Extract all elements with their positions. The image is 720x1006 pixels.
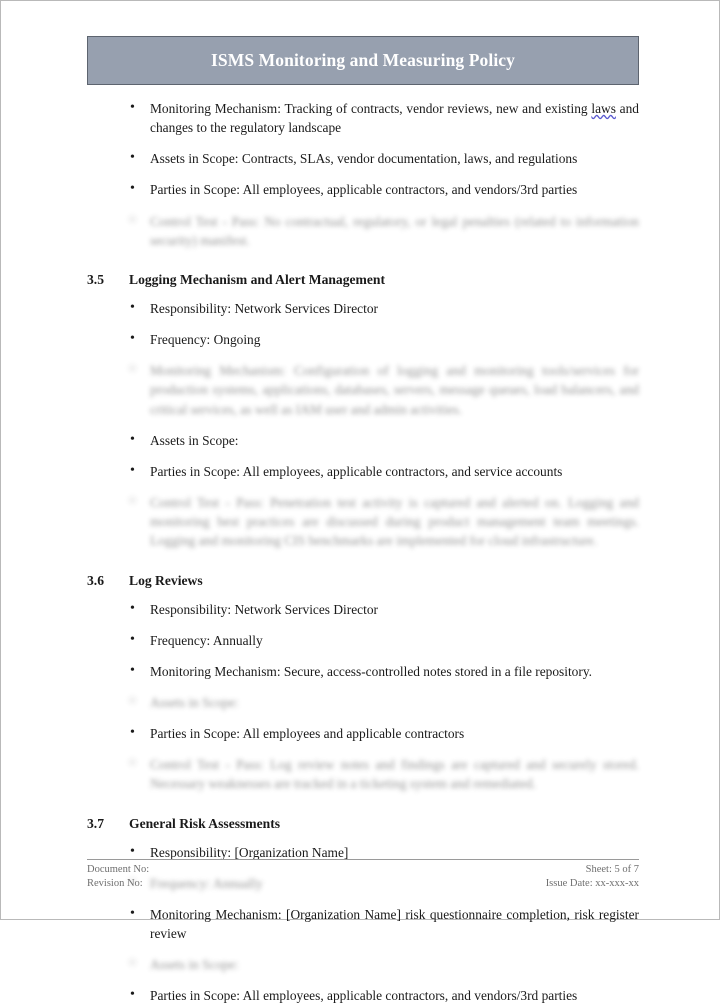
intro-bullet-list (87, 99, 639, 250)
section-number: 3.6 (87, 572, 104, 588)
bullet-control-test: • Control Test - Pass: No contractual, regulatory, or legal penalties (related to information security) manifest. (87, 212, 639, 250)
bullet-frequency: • Frequency: Annually (87, 631, 639, 650)
section-title: Log Reviews (129, 572, 203, 588)
page-title: ISMS Monitoring and Measuring Policy (210, 50, 516, 70)
page-footer (87, 859, 639, 891)
bullet-parties-in-scope: • Parties in Scope: All employees, applicable contractors, and vendors/3rd parties (87, 986, 639, 1005)
bullet-control-test: • Control Test - Pass: Penetration test activity is captured and alerted on. Logging and monitoring best practices are discussed during product management team meetings. Logging and monitoring CIS benchmarks are implemented for cloud infrastructure. (87, 493, 639, 550)
footer-revision-no: Revision No: (87, 877, 143, 889)
spellcheck-word: laws (591, 101, 616, 116)
bullet-monitoring-mechanism: • Monitoring Mechanism: Configuration of logging and monitoring tools/services for production systems, applications, databases, servers, message queues, load balancers, and critical services, as well as IAM user and admin activities. (87, 361, 639, 418)
section-heading-3-7 (87, 816, 639, 832)
bullet-frequency: • Frequency: Ongoing (87, 330, 639, 349)
bullet-list-3-6 (87, 600, 639, 794)
section-title: General Risk Assessments (129, 815, 281, 831)
bullet-responsibility: • Responsibility: [Organization Name] (87, 843, 639, 862)
bullet-frequency: • Frequency: Annually (87, 874, 639, 893)
bullet-control-test: • Control Test - Pass: Log review notes and findings are captured and securely stored. Necessary weaknesses are tracked in a ticketing system and remediated. (87, 755, 639, 793)
sections-container (87, 272, 639, 1006)
section-number: 3.5 (87, 271, 104, 287)
bullet-monitoring-mechanism: • Monitoring Mechanism: Secure, access-controlled notes stored in a file repository. (87, 662, 639, 681)
bullet-list-3-5 (87, 299, 639, 551)
section-number: 3.7 (87, 815, 104, 831)
section-heading-3-6 (87, 573, 639, 589)
bullet-parties-in-scope: • Parties in Scope: All employees and applicable contractors (87, 724, 639, 743)
page-content (87, 1, 639, 1006)
section-title: Logging Mechanism and Alert Management (129, 271, 386, 287)
bullet-assets-in-scope: • Assets in Scope: (87, 955, 639, 974)
bullet-monitoring-mechanism: • Monitoring Mechanism: Tracking of contracts, vendor reviews, new and existing laws and changes to the regulatory landscape (87, 99, 639, 137)
footer-document-no: Document No: (87, 864, 150, 875)
bullet-assets-in-scope: • Assets in Scope: (87, 693, 639, 712)
bullet-assets-in-scope: • Assets in Scope: (87, 431, 639, 450)
section-heading-3-5 (87, 272, 639, 288)
footer-right (546, 863, 639, 891)
bullet-parties-in-scope: • Parties in Scope: All employees, applicable contractors, and service accounts (87, 462, 639, 481)
bullet-monitoring-mechanism: • Monitoring Mechanism: [Organization Name] risk questionnaire completion, risk register review (87, 905, 639, 943)
bullet-responsibility: • Responsibility: Network Services Director (87, 299, 639, 318)
document-title-banner (87, 36, 639, 85)
bullet-parties-in-scope: • Parties in Scope: All employees, applicable contractors, and vendors/3rd parties (87, 180, 639, 199)
footer-issue-date: Issue Date: xx-xxx-xx (545, 877, 639, 889)
bullet-responsibility: • Responsibility: Network Services Director (87, 600, 639, 619)
bullet-assets-in-scope: • Assets in Scope: Contracts, SLAs, vendor documentation, laws, and regulations (87, 149, 639, 168)
footer-left (87, 863, 149, 891)
footer-sheet-number: Sheet: 5 of 7 (585, 864, 639, 875)
